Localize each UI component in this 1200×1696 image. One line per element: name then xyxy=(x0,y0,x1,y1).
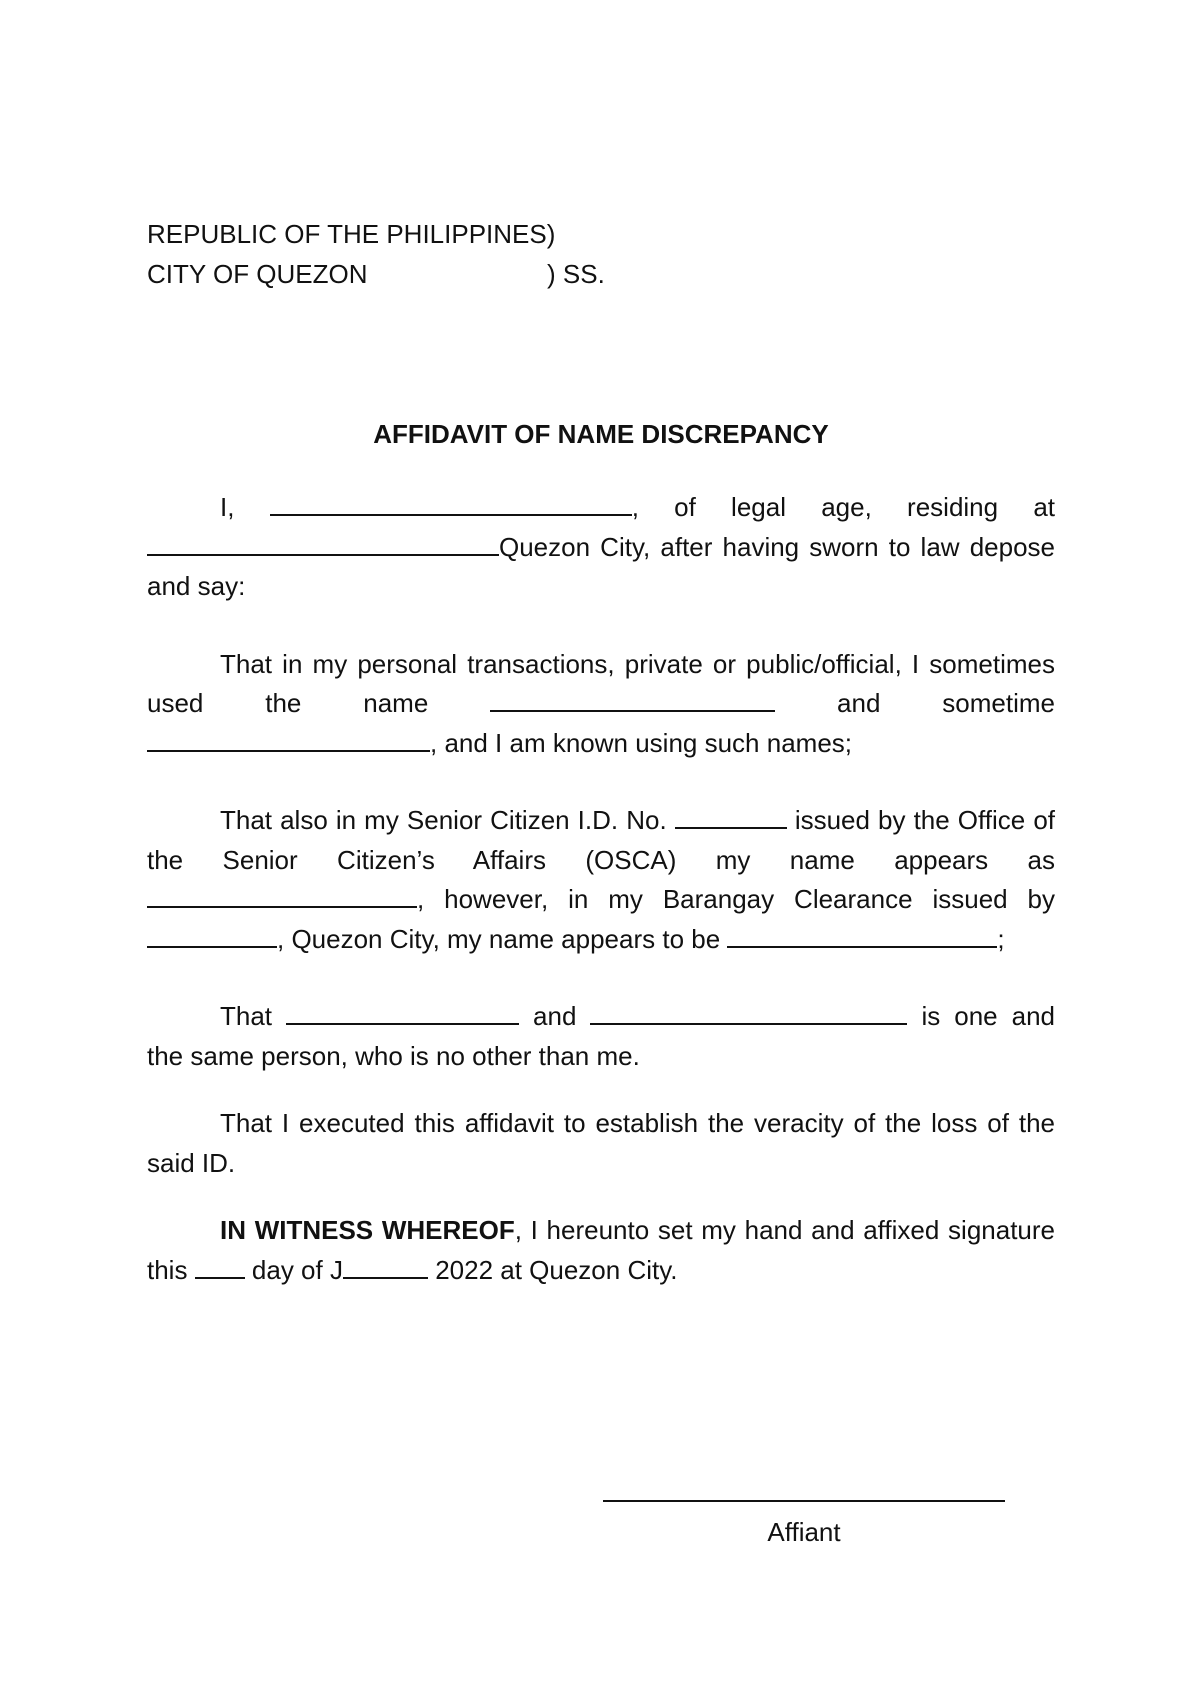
affiant-name-blank[interactable] xyxy=(270,488,632,516)
text-segment: That in my personal transactions, private or public/official, I sometimes used the name xyxy=(147,648,1055,718)
republic-line: REPUBLIC OF THE PHILIPPINES) xyxy=(147,219,556,249)
paragraph-gap xyxy=(147,1076,1055,1104)
witness-heading: IN WITNESS WHEREOF xyxy=(220,1215,515,1245)
city-line: CITY OF QUEZON xyxy=(147,259,368,289)
second-name-variant-blank[interactable] xyxy=(147,724,430,752)
affiant-label: Affiant xyxy=(767,1517,841,1547)
paragraph-gap xyxy=(147,1183,1055,1211)
text-segment: , and I am known using such names; xyxy=(430,727,853,758)
address-blank[interactable] xyxy=(147,528,499,556)
name-two-blank[interactable] xyxy=(590,997,907,1025)
paragraph-id-discrepancy xyxy=(147,801,1055,959)
text-segment: and xyxy=(519,1001,591,1031)
ss-marker: ) SS. xyxy=(547,259,605,289)
first-name-variant-blank[interactable] xyxy=(490,684,775,712)
paragraph-gap xyxy=(147,959,1055,997)
text-segment: and sometime xyxy=(775,688,1056,718)
text-segment: That also in my Senior Citizen I.D. No. xyxy=(220,805,675,835)
text-segment: I, xyxy=(220,492,270,522)
day-blank[interactable] xyxy=(195,1251,245,1279)
text-segment: 2022 at Quezon City. xyxy=(427,1254,678,1285)
osca-name-blank[interactable] xyxy=(147,880,417,908)
paragraph-witness xyxy=(147,1211,1055,1290)
paragraph-identity xyxy=(147,488,1055,607)
barangay-blank[interactable] xyxy=(147,920,277,948)
text-segment: issued by the Office of the Senior Citizen’s Affairs (OSCA) my name appears as xyxy=(147,805,1055,875)
name-one-blank[interactable] xyxy=(286,997,519,1025)
affidavit-body xyxy=(147,488,1055,1290)
senior-id-number-blank[interactable] xyxy=(675,801,787,829)
document-title: AFFIDAVIT OF NAME DISCREPANCY xyxy=(373,419,829,449)
text-segment: That xyxy=(220,1001,287,1031)
text-segment: is one and the same person, who is no other than me. xyxy=(147,1001,1056,1071)
text-segment: , of legal age, residing at xyxy=(631,492,1056,522)
text-segment: Quezon City, after having sworn to law depose and say: xyxy=(147,531,1055,601)
paragraph-gap xyxy=(147,607,1055,645)
text-segment: day of J xyxy=(244,1254,343,1285)
text-segment: , I hereunto set my hand and affixed signature this xyxy=(147,1215,1055,1285)
barangay-name-blank[interactable] xyxy=(727,920,997,948)
text-segment: , Quezon City, my name appears to be xyxy=(277,923,728,954)
venue-block xyxy=(147,214,605,294)
paragraph-purpose: That I executed this affidavit to establish the veracity of the loss of the said ID. xyxy=(147,1108,1055,1178)
text-segment: ; xyxy=(997,923,1005,954)
paragraph-gap xyxy=(147,763,1055,801)
text-segment: , however, in my Barangay Clearance issued by xyxy=(417,884,1055,914)
paragraph-names-used xyxy=(147,645,1055,764)
paragraph-same-person xyxy=(147,997,1055,1076)
month-blank[interactable] xyxy=(343,1251,428,1279)
signature-line[interactable] xyxy=(603,1500,1005,1502)
